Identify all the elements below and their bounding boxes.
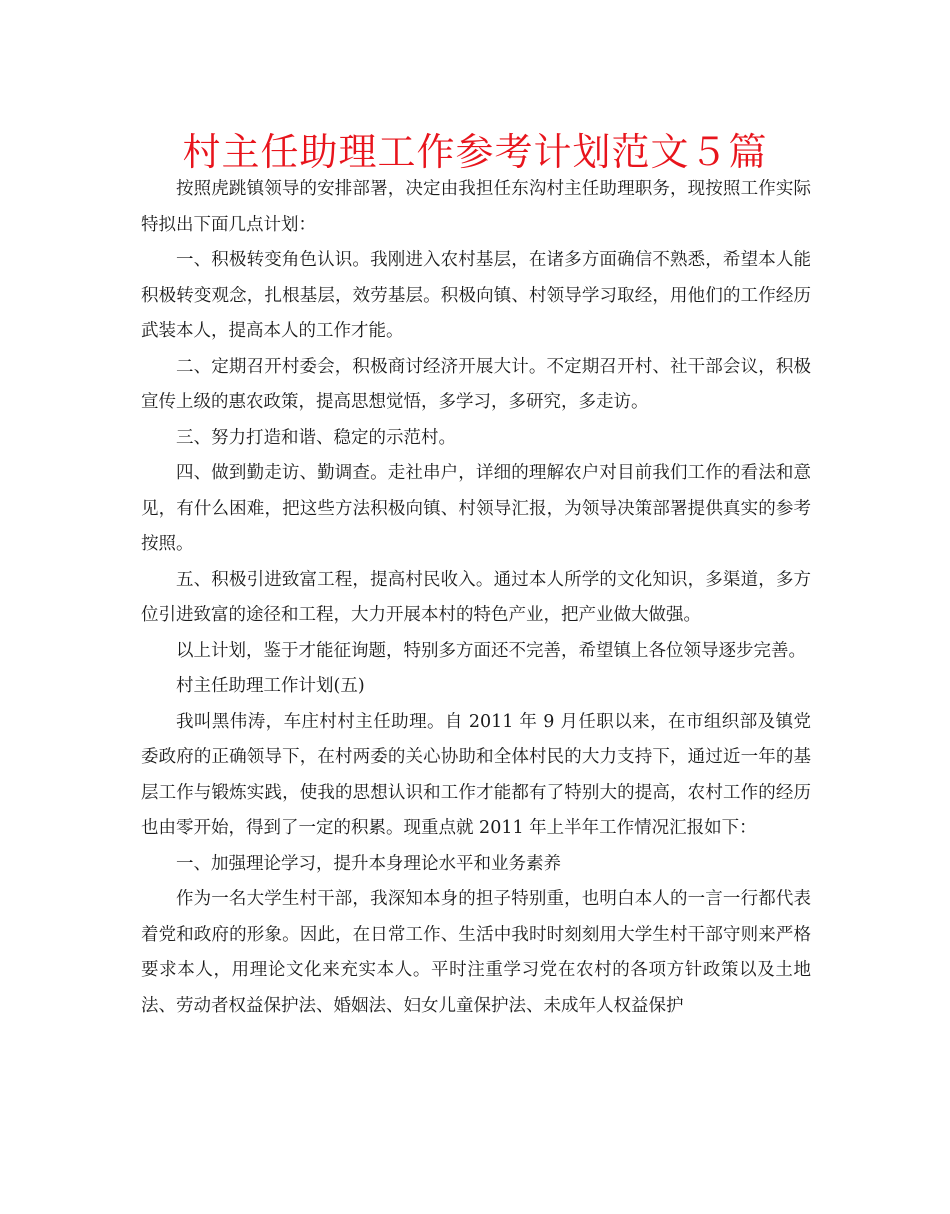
paragraph: 作为一名大学生村干部，我深知本身的担子特别重，也明白本人的一言一行都代表着党和政府的形象。因此，在日常工作、生活中我时时刻刻用大学生村干部守则来严格要求本人，用理论文化来充实本人。平时注重学习党在农村的各项方针政策以及土地法、劳动者权益保护法、婚姻法、妇女儿童保护法、未成年人权益保护 [141,889,811,1016]
document-body [141,172,811,1024]
section-heading: 村主任助理工作计划(五) [176,676,365,696]
paragraph: 二、定期召开村委会，积极商讨经济开展大计。不定期召开村、社干部会议，积极宣传上级的惠农政策，提高思想觉悟，多学习，多研究，多走访。 [141,356,811,412]
paragraph: 我叫黑伟涛，车庄村村主任助理。自 2011 年 9 月任职以来，在市组织部及镇党委政府的正确领导下，在村两委的关心协助和全体村民的大力支持下，通过近一年的基层工作与锻炼实践，使我的思想认识和工作才能都有了特别大的提高，农村工作的经历也由零开始，得到了一定的积累。现重点就 2011 年上半年工作情况汇报如下： [141,711,811,838]
paragraph: 五、积极引进致富工程，提高村民收入。通过本人所学的文化知识，多渠道，多方位引进致富的途径和工程，大力开展本村的特色产业，把产业做大做强。 [141,569,811,625]
paragraph: 按照虎跳镇领导的安排部署，决定由我担任东沟村主任助理职务，现按照工作实际特拟出下面几点计划： [141,179,811,235]
paragraph: 四、做到勤走访、勤调查。走社串户，详细的理解农户对目前我们工作的看法和意见，有什么困难，把这些方法积极向镇、村领导汇报，为领导决策部署提供真实的参考按照。 [141,463,811,554]
paragraph: 以上计划，鉴于才能征询题，特别多方面还不完善，希望镇上各位领导逐步完善。 [176,640,806,661]
paragraph: 三、努力打造和谐、稳定的示范村。 [176,427,456,448]
document-title: 村主任助理工作参考计划范文５篇 [182,130,768,174]
section-heading: 一、加强理论学习，提升本身理论水平和业务素养 [176,853,561,874]
paragraph: 一、积极转变角色认识。我刚进入农村基层，在诸多方面确信不熟悉，希望本人能积极转变观念，扎根基层，效劳基层。积极向镇、村领导学习取经，用他们的工作经历武装本人，提高本人的工作才能。 [141,250,811,341]
